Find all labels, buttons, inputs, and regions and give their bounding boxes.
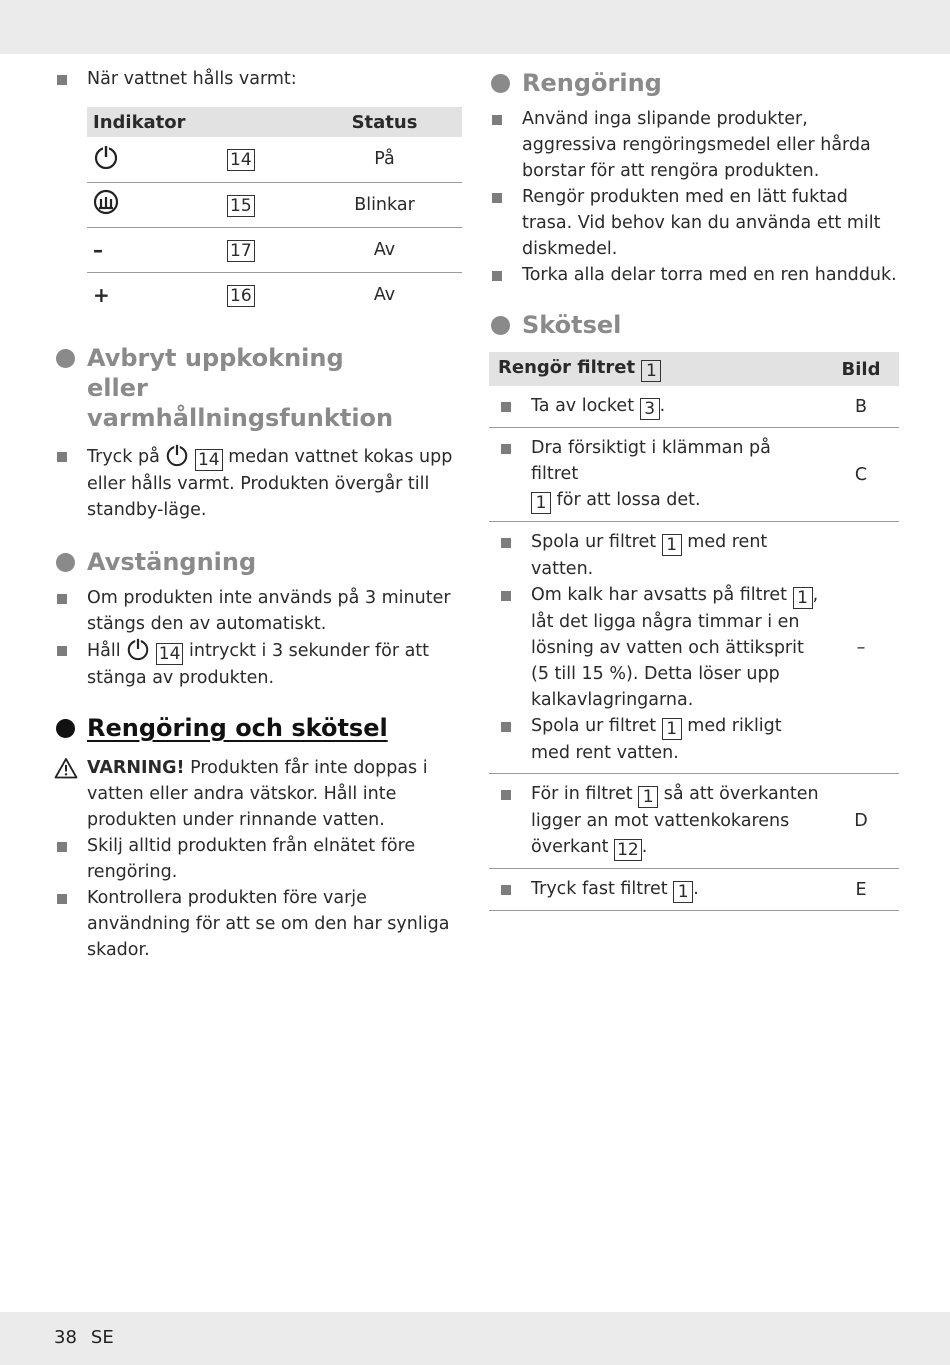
right-column [489, 68, 899, 911]
table-row [87, 227, 462, 272]
th-bild: Bild [823, 352, 899, 386]
section-title-rengoring: Rengöring [489, 68, 899, 98]
keep-warm-icon [93, 189, 119, 215]
ref-number: 14 [195, 449, 223, 471]
ref-number: 1 [641, 360, 661, 382]
list-item: Rengör produkten med en lätt fuktad trasa. Vid behov kan du använda ett milt diskmedel. [489, 184, 899, 262]
table-row [87, 182, 462, 227]
ref-number: 14 [227, 149, 255, 171]
list-item: Kontrollera produkten före varje användning för att se om den har synliga skador. [54, 885, 464, 963]
ref-number: 16 [227, 285, 255, 307]
ref-number: 1 [673, 881, 693, 903]
plus-icon: + [93, 282, 110, 307]
page-number: 38 [54, 1327, 77, 1348]
th-status: Status [307, 107, 462, 137]
table-row: För in filtret 1 så att överkanten ligger an mot vattenkokarens överkant 12 . D [489, 774, 899, 869]
warning-block: VARNING! Produkten får inte doppas i vatten eller andra vätskor. Håll inte produkten under rinnande vatten. [54, 755, 464, 833]
table-row: Ta av locket 3 . B [489, 386, 899, 428]
section-title-avstangning: Avstängning [54, 547, 464, 577]
list-item: Om produkten inte används på 3 minuter stängs den av automatiskt. [54, 585, 464, 637]
bild-value: C [823, 428, 899, 522]
ref-number: 12 [614, 839, 642, 861]
ref-number: 1 [793, 587, 813, 609]
ref-number: 14 [156, 643, 184, 665]
warning-icon [54, 757, 78, 779]
ref-number: 15 [227, 195, 255, 217]
intro-bullet: När vattnet hålls varmt: [54, 66, 464, 92]
language-code: SE [90, 1327, 114, 1348]
power-icon [93, 144, 119, 170]
status-value: På [307, 137, 462, 182]
th-rengor-filtret: Rengör filtret 1 [489, 352, 823, 386]
power-icon [126, 637, 150, 661]
left-column [54, 66, 464, 963]
status-value: Av [307, 227, 462, 272]
power-icon [165, 443, 189, 467]
page-footer [54, 1327, 128, 1348]
bild-value: E [823, 869, 899, 911]
section-title-avbryt: Avbryt uppkokning eller varmhållningsfunktion [54, 343, 394, 433]
ref-number: 1 [531, 492, 551, 514]
care-table [489, 352, 899, 911]
status-value: Av [373, 284, 396, 305]
th-indikator: Indikator [87, 107, 227, 137]
table-row [87, 272, 462, 317]
table-row: Spola ur filtret 1 med rent vatten. Om kalk har avsatts på filtret 1 , låt det ligga några timmar i en lösning av vatten och ättiksprit (5 till 15 %). Detta löser upp kalkavlagringarna. Spola ur filtret 1 med rikligt med rent vatten. – [489, 522, 899, 774]
list-item: Skilj alltid produkten från elnätet före rengöring. [54, 833, 464, 885]
bild-value: D [823, 774, 899, 869]
list-item: Tryck på 14 medan vattnet kokas upp eller hålls varmt. Produkten övergår till standby-läge. [54, 443, 464, 523]
list-item: Torka alla delar torra med en ren handduk. [489, 262, 899, 288]
list-item: Håll 14 intryckt i 3 sekunder för att stänga av produkten. [54, 637, 464, 691]
table-row: Dra försiktigt i klämman på filtret 1 för att lossa det. C [489, 428, 899, 522]
status-value: Blinkar [307, 182, 462, 227]
ref-number: 3 [640, 398, 660, 420]
section-title-skotsel: Skötsel [489, 310, 899, 340]
indicator-table [87, 107, 462, 317]
header-bar [0, 0, 950, 54]
section-title-rengoring-och-skotsel: Rengöring och skötsel [54, 713, 464, 743]
list-item: Använd inga slipande produkter, aggressiva rengöringsmedel eller hårda borstar för att rengöra produkten. [489, 106, 899, 184]
ref-number: 1 [662, 718, 682, 740]
footer-bar [0, 1312, 950, 1365]
table-row [87, 137, 462, 182]
ref-number: 17 [227, 240, 255, 262]
bild-value: – [823, 522, 899, 774]
ref-number: 1 [662, 534, 682, 556]
ref-number: 1 [638, 786, 658, 808]
minus-icon: – [87, 227, 227, 272]
table-row: Tryck fast filtret 1 . E [489, 869, 899, 911]
bild-value: B [823, 386, 899, 428]
